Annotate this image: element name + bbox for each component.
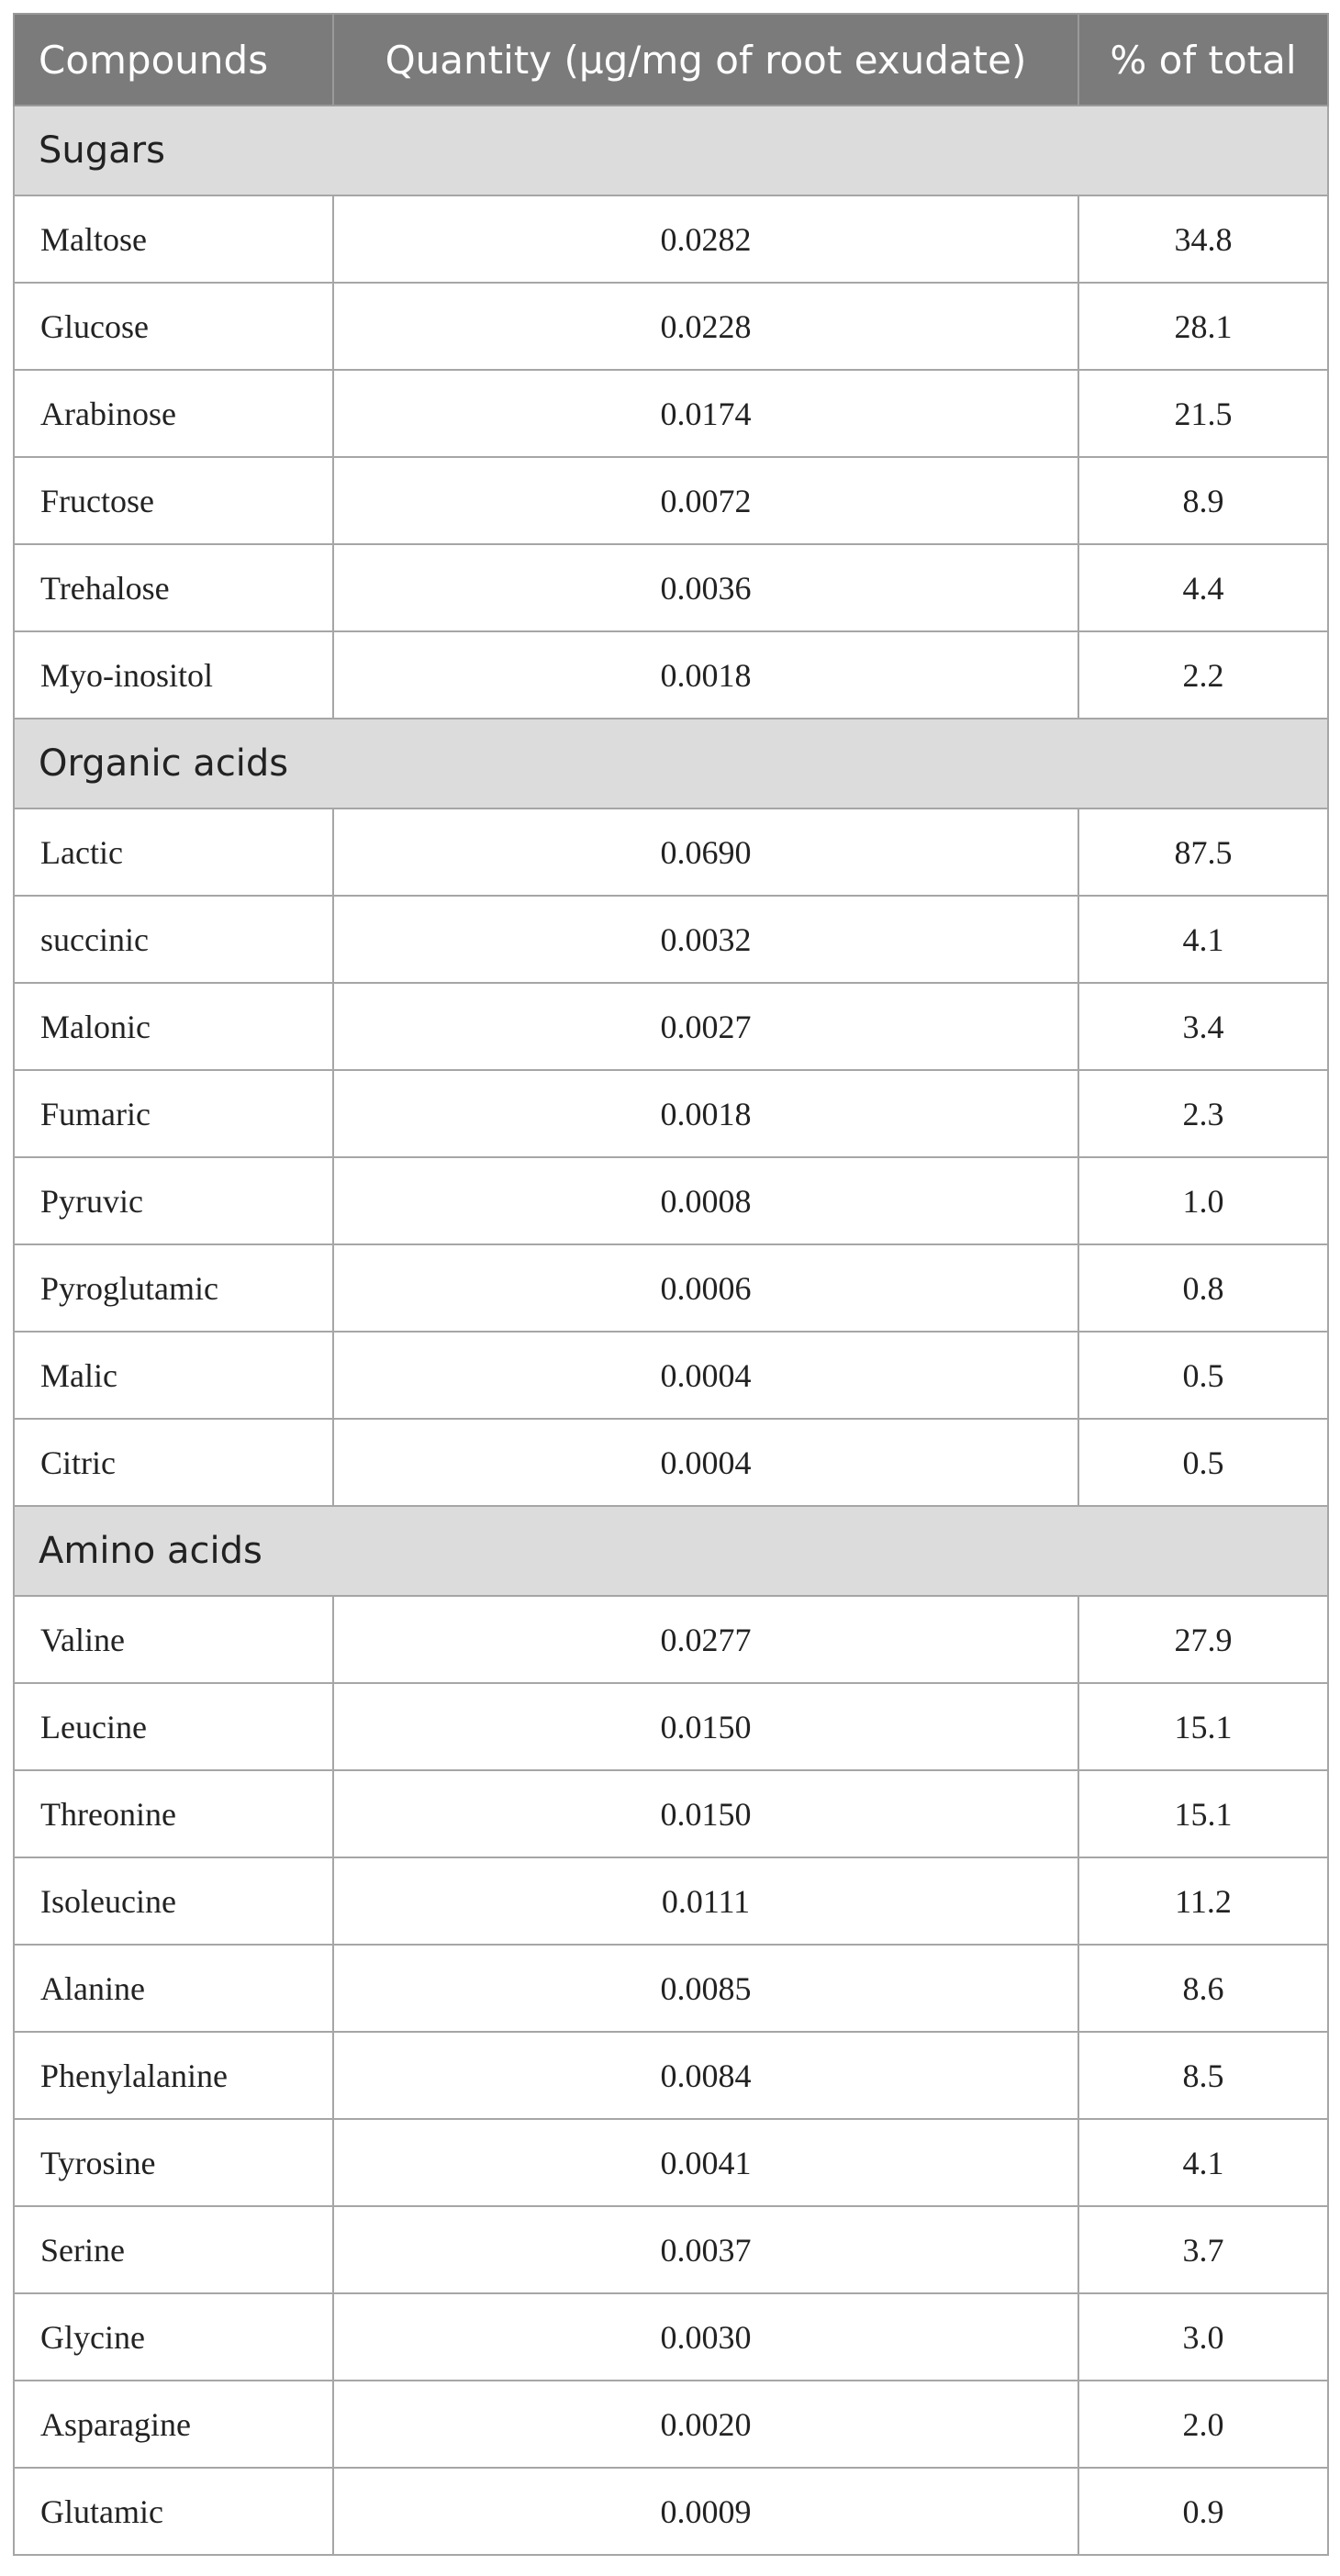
quantity-cell: 0.0228 — [333, 283, 1078, 370]
table-row — [14, 983, 1328, 1070]
compound-cell: Tyrosine — [14, 2119, 333, 2206]
percent-cell: 27.9 — [1078, 1596, 1328, 1683]
table-row — [14, 2119, 1328, 2206]
percent-cell: 2.0 — [1078, 2381, 1328, 2468]
table-row — [14, 2381, 1328, 2468]
compound-cell: Phenylalanine — [14, 2032, 333, 2119]
percent-cell: 8.6 — [1078, 1945, 1328, 2032]
compound-cell: Threonine — [14, 1770, 333, 1857]
table-header — [14, 14, 1328, 106]
table-row — [14, 1945, 1328, 2032]
table-row — [14, 1419, 1328, 1506]
compound-cell: Glycine — [14, 2293, 333, 2381]
percent-cell: 3.4 — [1078, 983, 1328, 1070]
table-row — [14, 1857, 1328, 1945]
quantity-cell: 0.0690 — [333, 808, 1078, 896]
compound-table — [13, 13, 1329, 2556]
header-percent: % of total — [1078, 14, 1328, 106]
compound-table-container — [13, 13, 1327, 2556]
percent-cell: 0.9 — [1078, 2468, 1328, 2555]
quantity-cell: 0.0277 — [333, 1596, 1078, 1683]
compound-cell: Asparagine — [14, 2381, 333, 2468]
compound-cell: Pyruvic — [14, 1157, 333, 1244]
quantity-cell: 0.0174 — [333, 370, 1078, 457]
quantity-cell: 0.0084 — [333, 2032, 1078, 2119]
table-row — [14, 1770, 1328, 1857]
table-row — [14, 2293, 1328, 2381]
quantity-cell: 0.0150 — [333, 1770, 1078, 1857]
table-row — [14, 1157, 1328, 1244]
percent-cell: 15.1 — [1078, 1770, 1328, 1857]
percent-cell: 3.0 — [1078, 2293, 1328, 2381]
table-row — [14, 631, 1328, 719]
percent-cell: 34.8 — [1078, 195, 1328, 283]
section-row — [14, 106, 1328, 195]
quantity-cell: 0.0020 — [333, 2381, 1078, 2468]
table-row — [14, 544, 1328, 631]
compound-cell: Glucose — [14, 283, 333, 370]
percent-cell: 15.1 — [1078, 1683, 1328, 1770]
percent-cell: 4.4 — [1078, 544, 1328, 631]
quantity-cell: 0.0072 — [333, 457, 1078, 544]
quantity-cell: 0.0004 — [333, 1419, 1078, 1506]
quantity-cell: 0.0150 — [333, 1683, 1078, 1770]
quantity-cell: 0.0032 — [333, 896, 1078, 983]
compound-cell: Myo-inositol — [14, 631, 333, 719]
section-row — [14, 1506, 1328, 1596]
table-row — [14, 2032, 1328, 2119]
section-row — [14, 719, 1328, 808]
percent-cell: 11.2 — [1078, 1857, 1328, 1945]
compound-cell: Fructose — [14, 457, 333, 544]
compound-cell: Valine — [14, 1596, 333, 1683]
quantity-cell: 0.0018 — [333, 631, 1078, 719]
quantity-cell: 0.0041 — [333, 2119, 1078, 2206]
quantity-cell: 0.0036 — [333, 544, 1078, 631]
compound-cell: Citric — [14, 1419, 333, 1506]
percent-cell: 8.5 — [1078, 2032, 1328, 2119]
compound-cell: Glutamic — [14, 2468, 333, 2555]
compound-cell: Lactic — [14, 808, 333, 896]
table-row — [14, 283, 1328, 370]
quantity-cell: 0.0008 — [333, 1157, 1078, 1244]
compound-cell: Malonic — [14, 983, 333, 1070]
percent-cell: 8.9 — [1078, 457, 1328, 544]
percent-cell: 2.3 — [1078, 1070, 1328, 1157]
percent-cell: 3.7 — [1078, 2206, 1328, 2293]
quantity-cell: 0.0030 — [333, 2293, 1078, 2381]
table-row — [14, 2206, 1328, 2293]
quantity-cell: 0.0111 — [333, 1857, 1078, 1945]
table-row — [14, 370, 1328, 457]
section-label: Organic acids — [14, 719, 1328, 808]
quantity-cell: 0.0006 — [333, 1244, 1078, 1332]
table-row — [14, 2468, 1328, 2555]
compound-cell: Trehalose — [14, 544, 333, 631]
table-row — [14, 457, 1328, 544]
quantity-cell: 0.0085 — [333, 1945, 1078, 2032]
quantity-cell: 0.0018 — [333, 1070, 1078, 1157]
table-row — [14, 195, 1328, 283]
quantity-cell: 0.0027 — [333, 983, 1078, 1070]
percent-cell: 87.5 — [1078, 808, 1328, 896]
table-row — [14, 1683, 1328, 1770]
percent-cell: 0.5 — [1078, 1332, 1328, 1419]
compound-cell: Alanine — [14, 1945, 333, 2032]
percent-cell: 0.8 — [1078, 1244, 1328, 1332]
compound-cell: Fumaric — [14, 1070, 333, 1157]
percent-cell: 4.1 — [1078, 2119, 1328, 2206]
compound-cell: Malic — [14, 1332, 333, 1419]
quantity-cell: 0.0282 — [333, 195, 1078, 283]
compound-cell: Arabinose — [14, 370, 333, 457]
section-label: Amino acids — [14, 1506, 1328, 1596]
compound-cell: Pyroglutamic — [14, 1244, 333, 1332]
section-label: Sugars — [14, 106, 1328, 195]
table-row — [14, 1070, 1328, 1157]
percent-cell: 21.5 — [1078, 370, 1328, 457]
table-row — [14, 896, 1328, 983]
compound-cell: Maltose — [14, 195, 333, 283]
compound-cell: succinic — [14, 896, 333, 983]
percent-cell: 2.2 — [1078, 631, 1328, 719]
table-row — [14, 1244, 1328, 1332]
table-row — [14, 1596, 1328, 1683]
table-row — [14, 808, 1328, 896]
header-compounds: Compounds — [14, 14, 333, 106]
percent-cell: 4.1 — [1078, 896, 1328, 983]
compound-cell: Serine — [14, 2206, 333, 2293]
percent-cell: 28.1 — [1078, 283, 1328, 370]
compound-cell: Isoleucine — [14, 1857, 333, 1945]
quantity-cell: 0.0009 — [333, 2468, 1078, 2555]
quantity-cell: 0.0037 — [333, 2206, 1078, 2293]
table-row — [14, 1332, 1328, 1419]
compound-cell: Leucine — [14, 1683, 333, 1770]
header-row — [14, 14, 1328, 106]
percent-cell: 0.5 — [1078, 1419, 1328, 1506]
table-body — [14, 106, 1328, 2555]
quantity-cell: 0.0004 — [333, 1332, 1078, 1419]
percent-cell: 1.0 — [1078, 1157, 1328, 1244]
header-quantity: Quantity (µg/mg of root exudate) — [333, 14, 1078, 106]
